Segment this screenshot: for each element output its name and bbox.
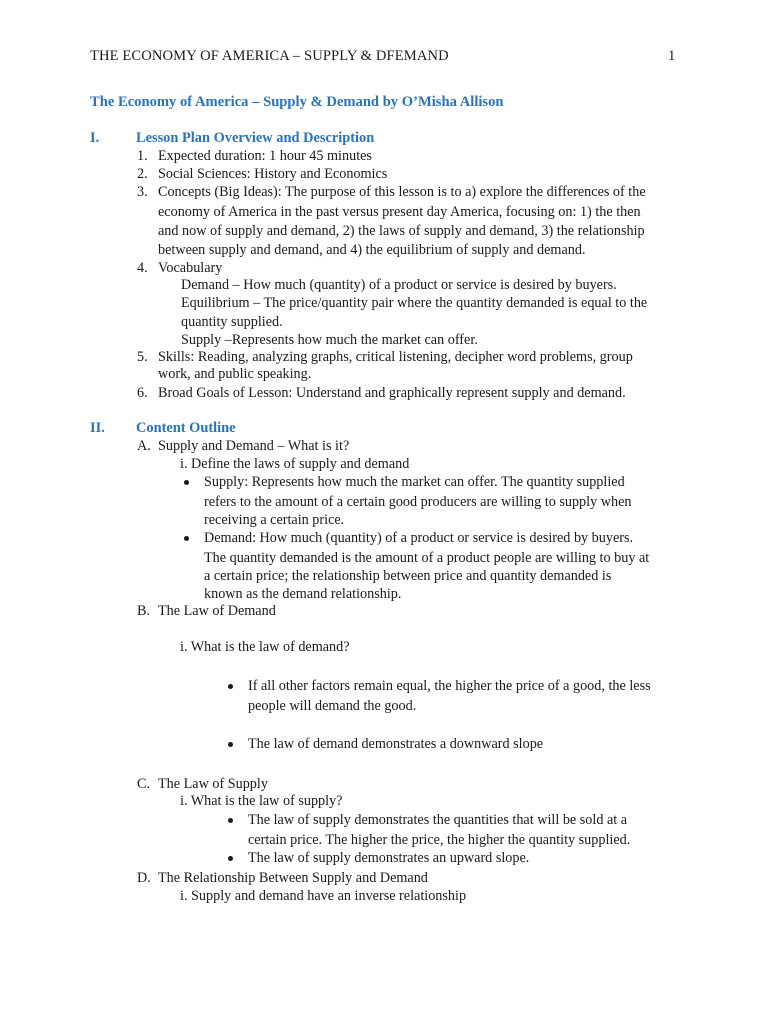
list-item-continuation: between supply and demand, and 4) the equilibrium of supply and demand. bbox=[158, 242, 586, 258]
outline-item-title: The Relationship Between Supply and Demand bbox=[158, 870, 428, 886]
section-1-heading: Lesson Plan Overview and Description bbox=[136, 130, 375, 146]
bullet-text: refers to the amount of a certain good producers are willing to supply when bbox=[204, 494, 632, 510]
vocabulary-entry: quantity supplied. bbox=[181, 314, 283, 330]
bullet-text: a certain price; the relationship between price and quantity demanded is bbox=[204, 568, 612, 584]
vocabulary-entry: Equilibrium – The price/quantity pair where the quantity demanded is equal to the bbox=[181, 295, 648, 311]
list-item: Skills: Reading, analyzing graphs, critical listening, decipher word problems, group bbox=[158, 349, 633, 365]
section-2-heading: Content Outline bbox=[136, 420, 236, 436]
bullet-icon bbox=[228, 742, 233, 747]
bullet-text: If all other factors remain equal, the higher the price of a good, the less bbox=[248, 678, 651, 694]
list-item-number: 3. bbox=[137, 184, 148, 200]
vocabulary-entry: Demand – How much (quantity) of a product or service is desired by buyers. bbox=[181, 277, 617, 293]
outline-subitem: i. Supply and demand have an inverse relationship bbox=[180, 888, 467, 904]
list-item: Social Sciences: History and Economics bbox=[158, 166, 388, 182]
outline-item-title: Supply and Demand – What is it? bbox=[158, 438, 350, 454]
list-item-continuation: work, and public speaking. bbox=[158, 366, 312, 382]
outline-item-title: The Law of Demand bbox=[158, 603, 276, 619]
outline-letter: D. bbox=[137, 870, 151, 886]
bullet-icon bbox=[184, 480, 189, 485]
outline-subitem: i. What is the law of supply? bbox=[180, 793, 343, 809]
list-item: Vocabulary bbox=[158, 260, 223, 276]
running-header: THE ECONOMY OF AMERICA – SUPPLY & DFEMAND bbox=[90, 48, 449, 64]
document-title: The Economy of America – Supply & Demand by O’Misha Allison bbox=[90, 94, 504, 110]
list-item-number: 5. bbox=[137, 349, 148, 365]
bullet-text: The law of supply demonstrates the quantities that will be sold at a bbox=[248, 812, 628, 828]
list-item-number: 2. bbox=[137, 166, 148, 182]
outline-letter: A. bbox=[137, 438, 151, 454]
outline-letter: C. bbox=[137, 776, 151, 792]
bullet-icon bbox=[228, 818, 233, 823]
list-item: Expected duration: 1 hour 45 minutes bbox=[158, 148, 372, 164]
vocabulary-entry: Supply –Represents how much the market can offer. bbox=[181, 332, 478, 348]
list-item-number: 1. bbox=[137, 148, 148, 164]
list-item-number: 4. bbox=[137, 260, 148, 276]
bullet-text: The law of demand demonstrates a downward slope bbox=[248, 736, 544, 752]
list-item-number: 6. bbox=[137, 385, 148, 401]
bullet-text: The law of supply demonstrates an upward slope. bbox=[248, 850, 530, 866]
bullet-icon bbox=[184, 536, 189, 541]
bullet-text: certain price. The higher the price, the higher the quantity supplied. bbox=[248, 832, 631, 848]
page-number: 1 bbox=[668, 48, 676, 64]
bullet-icon bbox=[228, 856, 233, 861]
list-item: Concepts (Big Ideas): The purpose of this lesson is to a) explore the differences of the bbox=[158, 184, 646, 200]
bullet-text: The quantity demanded is the amount of a product people are willing to buy at bbox=[204, 550, 650, 566]
outline-item-title: The Law of Supply bbox=[158, 776, 268, 792]
bullet-text: receiving a certain price. bbox=[204, 512, 345, 528]
outline-subitem: i. Define the laws of supply and demand bbox=[180, 456, 410, 472]
list-item: Broad Goals of Lesson: Understand and graphically represent supply and demand. bbox=[158, 385, 626, 401]
list-item-continuation: economy of America in the past versus present day America, focusing on: 1) the then bbox=[158, 204, 641, 220]
bullet-text: known as the demand relationship. bbox=[204, 586, 402, 602]
section-1-numeral: I. bbox=[90, 130, 100, 146]
section-2-numeral: II. bbox=[90, 420, 105, 436]
outline-letter: B. bbox=[137, 603, 151, 619]
bullet-text: people will demand the good. bbox=[248, 698, 417, 714]
outline-subitem: i. What is the law of demand? bbox=[180, 639, 350, 655]
bullet-text: Demand: How much (quantity) of a product or service is desired by buyers. bbox=[204, 530, 634, 546]
bullet-text: Supply: Represents how much the market can offer. The quantity supplied bbox=[204, 474, 625, 490]
list-item-continuation: and now of supply and demand, 2) the laws of supply and demand, 3) the relationship bbox=[158, 223, 645, 239]
bullet-icon bbox=[228, 684, 233, 689]
